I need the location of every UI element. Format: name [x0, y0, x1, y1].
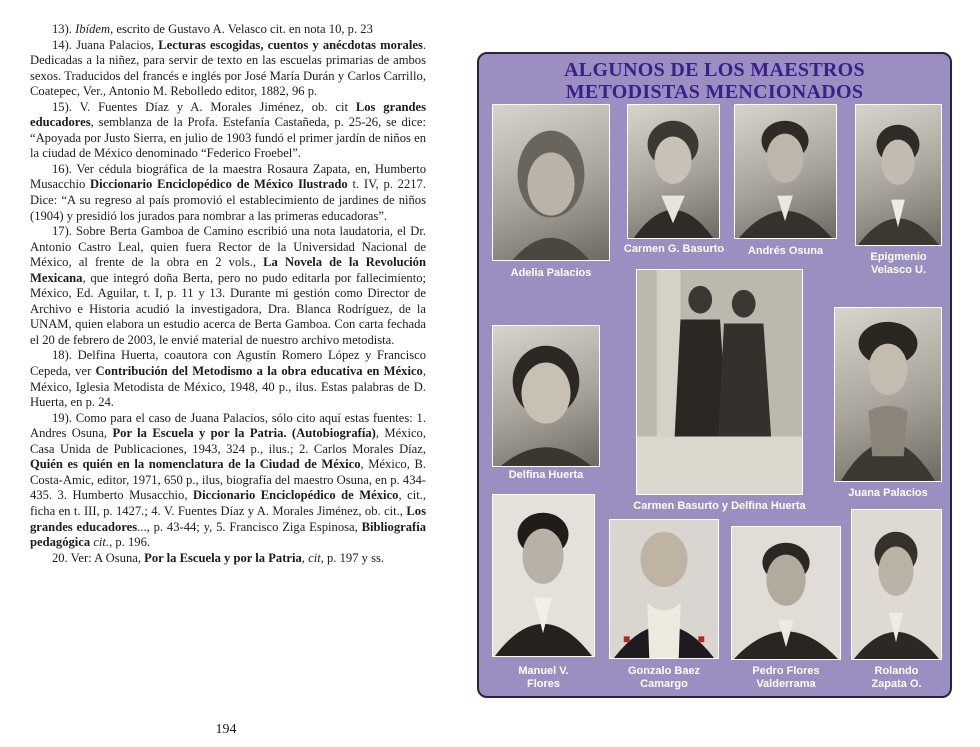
caption-rolando-line-1: Rolando: [874, 665, 919, 677]
photo-carmen-basurto: [627, 104, 720, 239]
panel-title-line-2: METODISTAS MENCIONADOS: [565, 81, 864, 103]
portrait-icon: [735, 105, 836, 238]
footnote-17: 17). Sobre Berta Gamboa de Camino escribió una nota laudatoria, el Dr. Antonio Castro Leal, quien fuera Rector de la Universidad Nacional de México, al frente de la obra en 2 vols., La Novela de la Revolución Mexicana, que integró doña Berta, pero no pudo editarla por fallecimiento; México, Ed. Aguilar, t. I, p. 11 y 13. Durante mi gestión como Director de Archivo e Historia acudió la investigadora, Dra. Blanca Rodríguez, de la UNAM, quien elabora un estudio acerca de Berta Gamboa. Con carta fechada el 20 de febrero de 2003, le envié material de nuestro archivo metodista.: [30, 224, 426, 347]
photo-panel: [477, 52, 952, 698]
footnote-19: 19). Como para el caso de Juana Palacios, sólo cito aquí estas fuentes: 1. Andres Osuna, Por la Escuela y por la Patria. (Autobiografía), México, Casa Unida de Publicaciones, 1943, 324 p., ilus.; 2. Carlos Morales Díaz, Quién es quién en la nomenclatura de la Ciudad de México, México, B. Costa-Amic, editor, 1971, 650 p., ilus, biografía del maestro Osuna, en p. 434-435. 3. Humberto Musacchio, Diccionario Enciclopédico de México, cit., ficha en t. III, p. 1427.; 4. V. Fuentes Díaz y A. Morales Jiménez, ob. cit., Los grandes educadores..., p. 43-44; y, 5. Francisco Ziga Espinosa, Bibliografía pedagógica cit., p. 196.: [30, 410, 427, 550]
portrait-icon: [732, 527, 840, 659]
caption-carmen-basurto: Carmen G. Basurto: [623, 243, 725, 255]
footnote-20: 20. Ver: A Osuna, Por la Escuela y por la Patria, cit, p. 197 y ss.: [52, 550, 385, 565]
caption-gonzalo-line-1: Gonzalo Baez: [627, 665, 701, 677]
photo-delfina-huerta: [492, 325, 600, 467]
footnote-13: 13). Ibídem, escrito de Gustavo A. Velasco cit. en nota 10, p. 23: [52, 22, 373, 36]
portrait-icon: [493, 495, 594, 656]
caption-carmen-basurto-y-delfina-huerta: Carmen Basurto y Delfina Huerta: [633, 500, 806, 512]
photo-andres-osuna: [734, 104, 837, 239]
photo-adelia-palacios: [492, 104, 610, 261]
portrait-icon: [856, 105, 941, 245]
caption-manuel-flores: [492, 665, 595, 691]
caption-rolando-line-2: Zapata O.: [871, 678, 922, 690]
left-page: [0, 0, 452, 747]
portrait-icon: [610, 520, 718, 658]
caption-manuel-line-1: Manuel V.: [518, 665, 569, 677]
caption-epigmenio-line-2: Velasco U.: [870, 264, 927, 276]
caption-pedro-line-2: Valderrama: [756, 678, 816, 690]
caption-rolando-zapata: [847, 665, 946, 691]
portrait-icon: [493, 326, 599, 466]
footnotes: [30, 22, 426, 566]
photo-rolando-zapata: [851, 509, 942, 660]
right-page: [452, 0, 980, 747]
portrait-icon: [835, 308, 941, 481]
caption-pedro-line-1: Pedro Flores: [752, 665, 820, 677]
caption-delfina-huerta: Delfina Huerta: [508, 469, 584, 481]
caption-epigmenio-velasco: [851, 251, 946, 277]
page-number: 194: [215, 722, 237, 737]
portrait-icon: [493, 105, 609, 260]
footnote-18: 18). Delfina Huerta, coautora con Agustín Romero López y Francisco Cepeda, ver Contribución del Metodismo a la obra educativa en México, México, Iglesia Metodista de México, 1948, 40 p., ilus. Estas palabras de D. Huerta, en p. 24.: [30, 348, 426, 410]
caption-epigmenio-line-1: Epigmenio: [870, 251, 927, 263]
caption-pedro-flores-valderrama: [731, 665, 841, 691]
footnote-14: 14). Juana Palacios, Lecturas escogidas, cuentos y anécdotas morales. Dedicadas a la niñez, para servir de texto en las escuelas primarias de ambos sexos. Traducidos del francés e inglés por José María Durán y Carlos Carrillo, Coatepec, Ver., Antonio M. Rebolledo editor, 1882, 96 p.: [30, 37, 427, 99]
panel-title: [479, 59, 950, 103]
caption-juana-palacios: Juana Palacios: [848, 487, 928, 499]
photo-epigmenio-velasco: [855, 104, 942, 246]
photo-gonzalo-baez-camargo: [609, 519, 719, 659]
caption-gonzalo-line-2: Camargo: [640, 678, 688, 690]
portrait-icon: [852, 510, 941, 659]
photo-carmen-basurto-y-delfina-huerta: [636, 269, 803, 495]
caption-manuel-line-2: Flores: [526, 678, 560, 690]
photo-juana-palacios: [834, 307, 942, 482]
caption-andres-osuna: Andrés Osuna: [747, 245, 824, 257]
footnote-15: 15). V. Fuentes Díaz y A. Morales Jiménez, ob. cit Los grandes educadores, semblanza de la Profa. Estefanía Castañeda, p. 25-26, se dice: “Apoyada por Justo Sierra, en julio de 1903 fundó el primer jardín de niños en la ciudad de México denominado “Federico Froebel”.: [30, 99, 426, 161]
footnote-16: 16). Ver cédula biográfica de la maestra Rosaura Zapata, en, Humberto Musacchio Diccionario Enciclopédico de México Ilustrado t. IV, p. 2217. Dice: “A su regreso al país promovió el establecimiento de jardines de niños (1904) y presidió los jurados para nombrar a las primeras educadoras”.: [30, 161, 427, 223]
portrait-icon: [628, 105, 719, 238]
photo-manuel-flores: [492, 494, 595, 657]
panel-title-line-1: ALGUNOS DE LOS MAESTROS: [564, 59, 865, 81]
caption-adelia-palacios: Adelia Palacios: [510, 267, 592, 279]
portrait-icon: [637, 270, 802, 494]
photo-pedro-flores-valderrama: [731, 526, 841, 660]
caption-gonzalo-baez-camargo: [609, 665, 719, 691]
